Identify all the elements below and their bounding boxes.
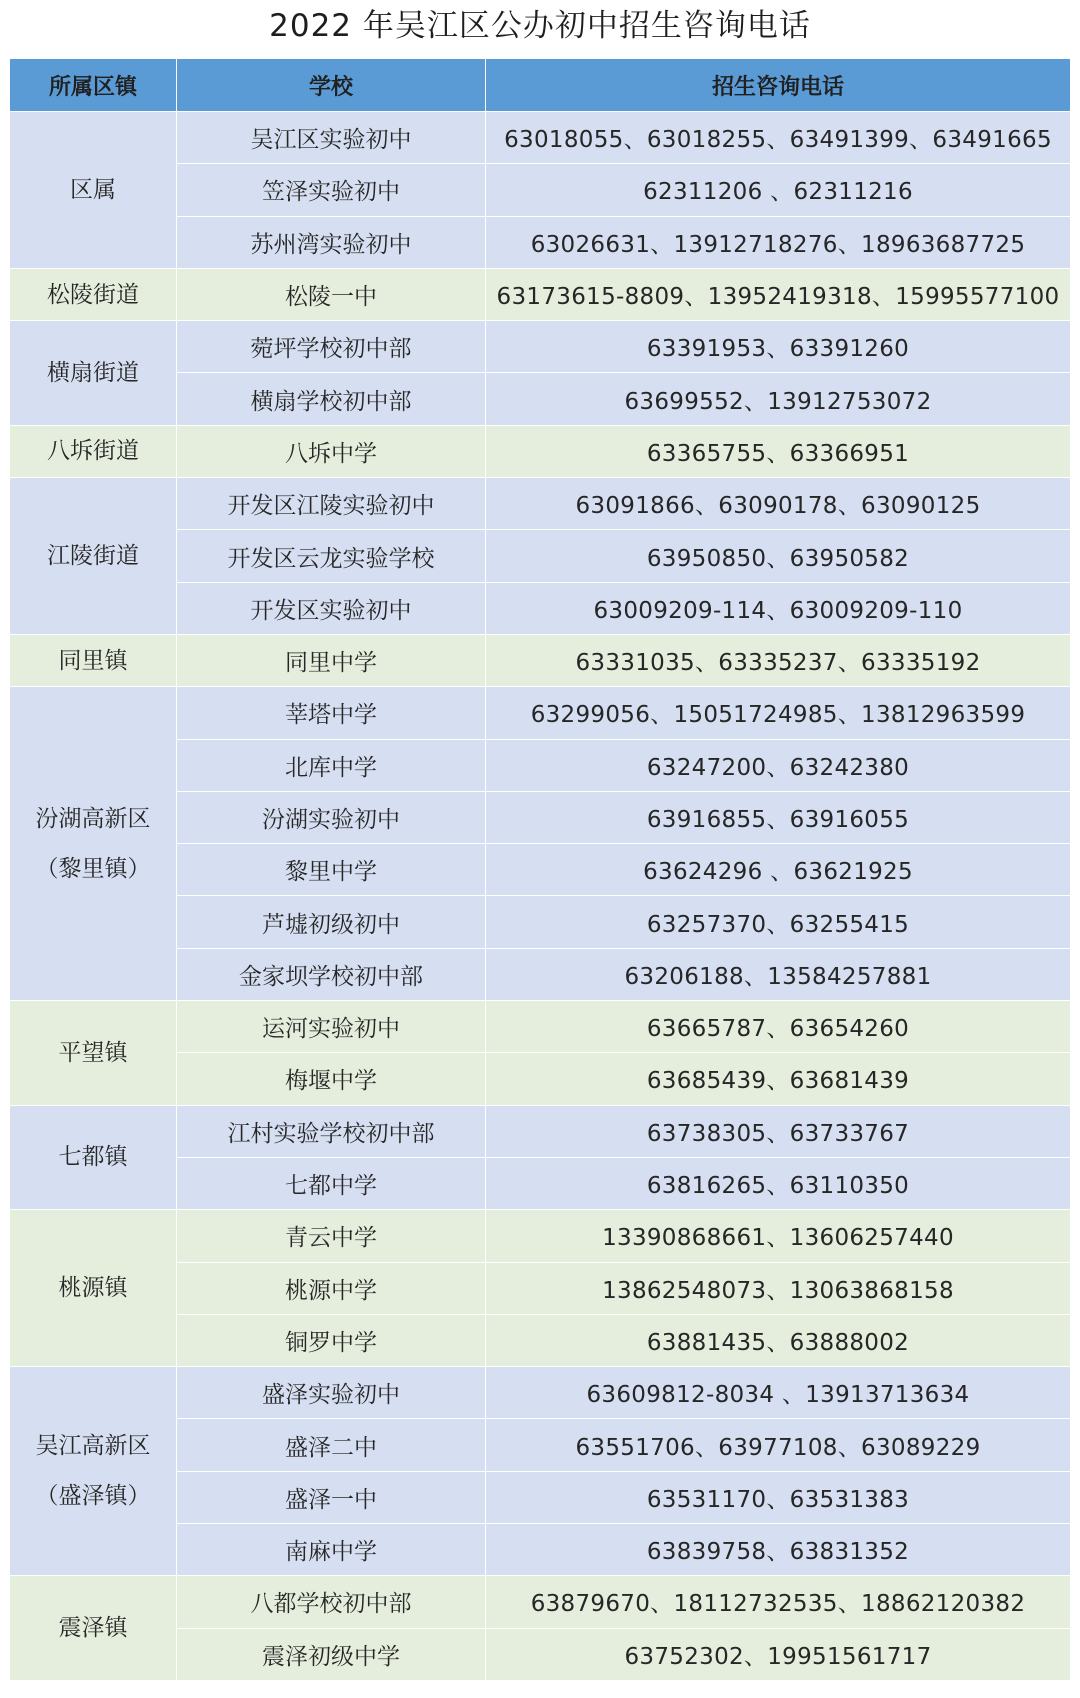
district-name-line: 同里镇: [58, 647, 128, 674]
school-cell: 铜罗中学: [177, 1314, 486, 1366]
school-cell: 运河实验初中: [177, 1000, 486, 1052]
phone-cell: 63299056、15051724985、13812963599: [486, 686, 1070, 738]
school-cell: 盛泽二中: [177, 1418, 486, 1470]
table-row: [10, 111, 1070, 163]
school-cell: 江村实验学校初中部: [177, 1105, 486, 1157]
phone-cell: 63738305、63733767: [486, 1105, 1070, 1157]
school-cell: 七都中学: [177, 1157, 486, 1209]
district-name-line: 震泽镇: [58, 1615, 128, 1642]
phone-cell: 63950850、63950582: [486, 529, 1070, 581]
table-row: [10, 1366, 1070, 1418]
phone-cell: 63624296 、63621925: [486, 843, 1070, 895]
school-cell: 笠泽实验初中: [177, 163, 486, 215]
phone-cell: 63391953、63391260: [486, 320, 1070, 372]
table-row: [10, 686, 1070, 738]
phone-cell: 63531170、63531383: [486, 1471, 1070, 1523]
phone-cell: 63839758、63831352: [486, 1523, 1070, 1575]
district-cell: [10, 1000, 177, 1105]
district-name-line: 江陵街道: [47, 543, 139, 570]
school-cell: 吴江区实验初中: [177, 111, 486, 163]
school-cell: 芦墟初级初中: [177, 895, 486, 947]
phone-cell: 63551706、63977108、63089229: [486, 1418, 1070, 1470]
district-cell: [10, 477, 177, 634]
table-row: [10, 268, 1070, 320]
school-cell: 同里中学: [177, 634, 486, 686]
district-cell: [10, 1575, 177, 1680]
table-body: [10, 111, 1070, 1680]
district-cell: [10, 1366, 177, 1575]
district-name-line: 松陵街道: [47, 281, 139, 308]
page-title: 2022 年吴江区公办初中招生咨询电话: [269, 8, 811, 44]
phone-cell: 63331035、63335237、63335192: [486, 634, 1070, 686]
school-cell: 莘塔中学: [177, 686, 486, 738]
district-cell: [10, 686, 177, 1000]
header-school: 学校: [177, 59, 486, 111]
school-cell: 南麻中学: [177, 1523, 486, 1575]
header-phone: 招生咨询电话: [486, 59, 1070, 111]
phone-cell: 63026631、13912718276、18963687725: [486, 216, 1070, 268]
phone-cell: 63173615-8809、13952419318、15995577100: [486, 268, 1070, 320]
district-cell: [10, 425, 177, 477]
phone-cell: 63206188、13584257881: [486, 948, 1070, 1000]
school-cell: 北库中学: [177, 739, 486, 791]
table-row: [10, 1575, 1070, 1627]
district-name-line: （盛泽镇）: [35, 1483, 151, 1510]
district-name-line: 平望镇: [58, 1039, 128, 1066]
district-name-line: 吴江高新区: [35, 1433, 151, 1460]
district-cell: [10, 320, 177, 425]
school-cell: 菀坪学校初中部: [177, 320, 486, 372]
table-row: [10, 634, 1070, 686]
school-cell: 八坼中学: [177, 425, 486, 477]
phone-cell: 63365755、63366951: [486, 425, 1070, 477]
district-name-line: 汾湖高新区: [35, 805, 151, 832]
district-name-line: 横扇街道: [47, 359, 139, 386]
school-cell: 黎里中学: [177, 843, 486, 895]
school-cell: 梅堰中学: [177, 1052, 486, 1104]
district-name-line: 八坼街道: [47, 438, 139, 465]
district-cell: [10, 1209, 177, 1366]
phone-cell: 63752302、19951561717: [486, 1628, 1070, 1680]
school-cell: 青云中学: [177, 1209, 486, 1261]
table-row: [10, 425, 1070, 477]
district-cell: [10, 1105, 177, 1210]
school-cell: 横扇学校初中部: [177, 372, 486, 424]
phone-cell: 13390868661、13606257440: [486, 1209, 1070, 1261]
table-row: [10, 1000, 1070, 1052]
district-name-line: 七都镇: [58, 1144, 128, 1171]
school-cell: 松陵一中: [177, 268, 486, 320]
district-name-line: 桃源镇: [58, 1275, 128, 1302]
school-cell: 开发区云龙实验学校: [177, 529, 486, 581]
phone-cell: 63609812-8034 、13913713634: [486, 1366, 1070, 1418]
phone-cell: 63916855、63916055: [486, 791, 1070, 843]
school-cell: 金家坝学校初中部: [177, 948, 486, 1000]
school-cell: 苏州湾实验初中: [177, 216, 486, 268]
school-cell: 盛泽实验初中: [177, 1366, 486, 1418]
phone-cell: 63816265、63110350: [486, 1157, 1070, 1209]
phone-cell: 63879670、18112732535、18862120382: [486, 1575, 1070, 1627]
table-row: [10, 1105, 1070, 1157]
school-cell: 桃源中学: [177, 1262, 486, 1314]
table-row: [10, 477, 1070, 529]
district-name-line: 区属: [70, 176, 116, 203]
table-row: [10, 1209, 1070, 1261]
school-cell: 盛泽一中: [177, 1471, 486, 1523]
phone-cell: 63665787、63654260: [486, 1000, 1070, 1052]
phone-cell: 63685439、63681439: [486, 1052, 1070, 1104]
table-header-row: [10, 59, 1070, 111]
enrollment-phone-table: [10, 59, 1070, 1680]
school-cell: 开发区江陵实验初中: [177, 477, 486, 529]
district-cell: [10, 634, 177, 686]
district-cell: [10, 111, 177, 268]
phone-cell: 63247200、63242380: [486, 739, 1070, 791]
phone-cell: 63018055、63018255、63491399、63491665: [486, 111, 1070, 163]
school-cell: 汾湖实验初中: [177, 791, 486, 843]
phone-cell: 63257370、63255415: [486, 895, 1070, 947]
phone-cell: 63699552、13912753072: [486, 372, 1070, 424]
district-name-line: （黎里镇）: [35, 855, 151, 882]
header-district: 所属区镇: [10, 59, 177, 111]
phone-cell: 62311206 、62311216: [486, 163, 1070, 215]
school-cell: 震泽初级中学: [177, 1628, 486, 1680]
phone-cell: 63881435、63888002: [486, 1314, 1070, 1366]
table-row: [10, 320, 1070, 372]
phone-cell: 13862548073、13063868158: [486, 1262, 1070, 1314]
school-cell: 八都学校初中部: [177, 1575, 486, 1627]
phone-cell: 63091866、63090178、63090125: [486, 477, 1070, 529]
district-cell: [10, 268, 177, 320]
school-cell: 开发区实验初中: [177, 582, 486, 634]
phone-cell: 63009209-114、63009209-110: [486, 582, 1070, 634]
